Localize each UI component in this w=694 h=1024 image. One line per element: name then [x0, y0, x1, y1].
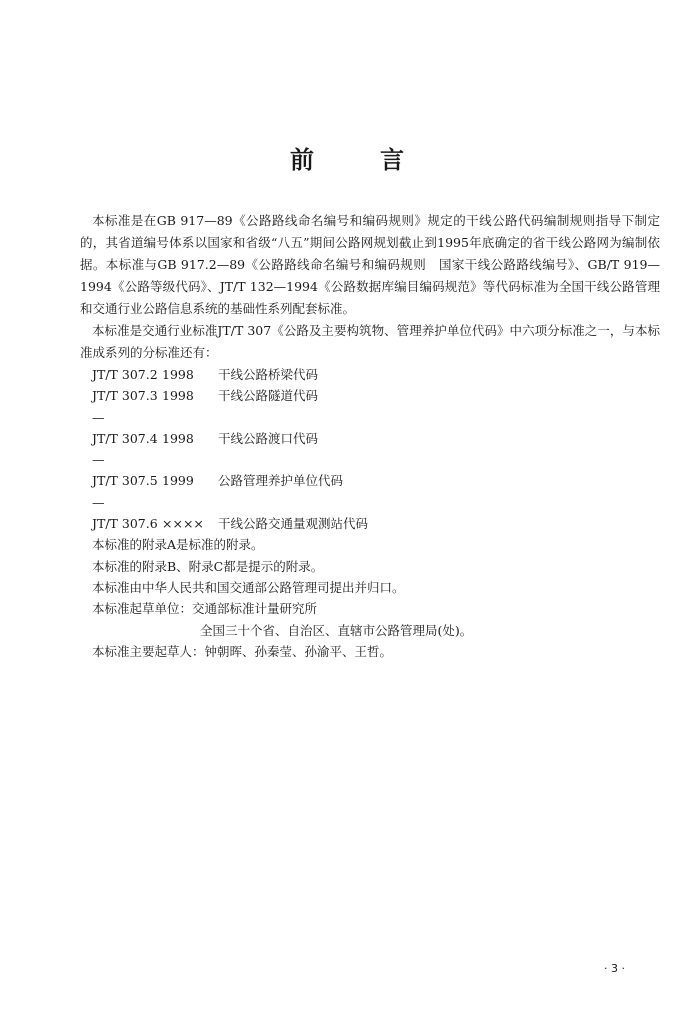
standard-name: 干线公路桥梁代码 [218, 367, 319, 382]
page-number: · 3 · [604, 962, 625, 975]
proposer-note: 本标准由中华人民共和国交通部公路管理司提出并归口。 [92, 579, 405, 595]
standard-code: JT/T 307.4— [92, 430, 158, 468]
standard-code: JT/T 307.6 [92, 516, 158, 532]
title-char-1: 前 [290, 146, 314, 174]
appendix-bc-note: 本标准的附录B、附录C都是提示的附录。 [92, 558, 324, 574]
standard-code: JT/T 307.2 [92, 367, 158, 382]
standards-list [80, 364, 660, 534]
standard-year: ×××× [162, 516, 204, 532]
title-char-2: 言 [380, 146, 404, 174]
standard-year: 1998 [162, 367, 194, 382]
page-title [0, 140, 694, 175]
series-paragraph: 本标准是交通行业标准JT/T 307《公路及主要构筑物、管理养护单位代码》中六项分标准之一，与本标准成系列的分标准还有： [80, 323, 660, 360]
drafting-unit-note: 本标准起草单位：交通部标准计量研究所 [92, 601, 318, 617]
standard-name: 公路管理养护单位代码 [218, 473, 344, 489]
standard-name: 干线公路隧道代码 [218, 388, 319, 404]
standard-item [80, 428, 660, 471]
standard-code: JT/T 307.5— [92, 473, 158, 510]
standard-item [80, 470, 660, 513]
standard-name: 干线公路交通量观测站代码 [218, 516, 369, 532]
intro-paragraph: 本标准是在GB 917—89《公路路线命名编号和编码规则》规定的干线公路代码编制规则指导下制定的，其省道编号体系以国家和省级“八五”期间公路网规划截止到1995年底确定的省干线公路网为编制依据。本标准与GB 917.2—89《公路路线命名编号和编码规则 国家干线公路路线编号》、GB/T 919—1994《公路等级代码》、JT/T 132—1994《公路数据库编目编码规范》等代码标准为全国干线公路管理和交通行业公路信息系统的基础性系列配套标准。 [80, 213, 660, 316]
standard-item [80, 513, 660, 534]
standard-year: 1998 [162, 388, 194, 404]
drafting-unit-continued: 全国三十个省、自治区、直辖市公路管理局(处)。 [200, 622, 473, 638]
drafters-note: 本标准主要起草人：钟朝晖、孙秦莹、孙渝平、王哲。 [92, 643, 393, 659]
standard-code: JT/T 307.3— [92, 388, 158, 425]
appendix-a-note: 本标准的附录A是标准的附录。 [92, 537, 264, 553]
standard-year: 1999 [162, 473, 194, 489]
document-body [80, 210, 660, 662]
standard-name: 干线公路渡口代码 [218, 430, 319, 446]
standard-item [80, 385, 660, 428]
standard-year: 1998 [162, 430, 194, 446]
standard-item [80, 364, 660, 385]
